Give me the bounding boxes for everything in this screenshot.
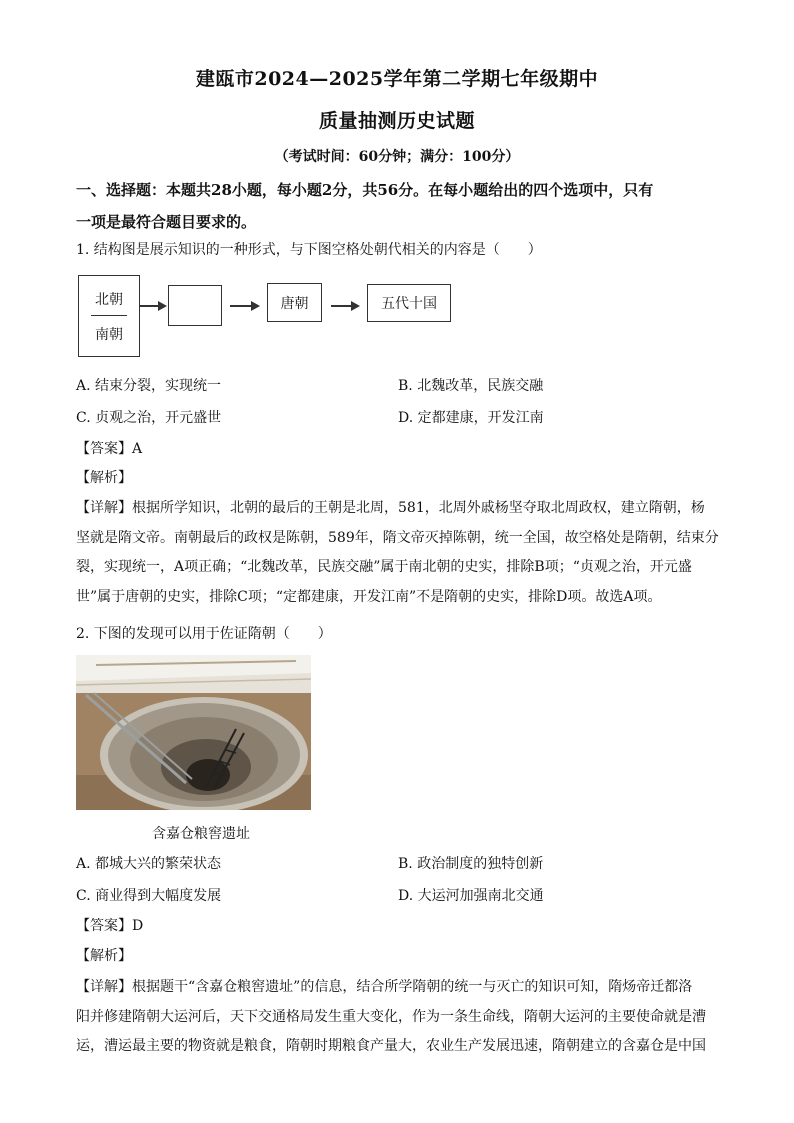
diagram-arrow-1 bbox=[140, 305, 165, 307]
diagram-south-dynasty: 南朝 bbox=[95, 326, 123, 343]
question-2-detail-line: 【详解】根据题干“含嘉仓粮窖遗址”的信息，结合所学隋朝的统一与灭亡的知识可知，隋炀帝迁都洛 bbox=[76, 979, 693, 995]
diagram-arrow-2 bbox=[230, 305, 258, 307]
question-1-detail-line: 世”属于唐朝的史实，排除C项；“定都建康，开发江南”不是隋朝的史实，排除D项。故选A项。 bbox=[76, 588, 662, 605]
granary-pit-photo bbox=[76, 655, 311, 810]
question-2-option-d: D. 大运河加强南北交通 bbox=[398, 888, 544, 904]
diagram-arrow-3 bbox=[331, 305, 358, 307]
section-heading-line2: 一项是最符合题目要求的。 bbox=[76, 213, 257, 231]
question-2-analysis-label: 【解析】 bbox=[76, 948, 132, 964]
diagram-blank-box bbox=[168, 285, 222, 326]
diagram-box-five-dynasties: 五代十国 bbox=[367, 284, 451, 322]
question-1-detail bbox=[76, 494, 726, 612]
exam-info: （考试时间：60分钟；满分：100分） bbox=[274, 149, 520, 165]
diagram-box-north-south bbox=[78, 275, 140, 357]
question-1-detail-line: 【详解】根据所学知识，北朝的最后的王朝是北周，581，北周外戚杨坚夺取北周政权，建立隋朝，杨 bbox=[76, 500, 705, 516]
granary-photo-caption: 含嘉仓粮窖遗址 bbox=[152, 826, 250, 842]
question-1-option-a: A. 结束分裂，实现统一 bbox=[76, 378, 222, 394]
question-2-option-c: C. 商业得到大幅度发展 bbox=[76, 888, 222, 904]
question-1-answer: 【答案】A bbox=[76, 441, 143, 457]
question-2-answer: 【答案】D bbox=[76, 918, 144, 934]
question-2-detail-line: 运，漕运最主要的物资就是粮食，隋朝时期粮食产量大，农业生产发展迅速，隋朝建立的含嘉仓是中国 bbox=[76, 1038, 706, 1054]
question-2-detail bbox=[76, 973, 726, 1062]
section-heading bbox=[76, 174, 726, 238]
diagram-north-dynasty: 北朝 bbox=[95, 291, 123, 308]
exam-title-line2: 质量抽测历史试题 bbox=[318, 110, 475, 132]
question-2-option-b: B. 政治制度的独特创新 bbox=[398, 856, 544, 872]
diagram-box-tang: 唐朝 bbox=[267, 283, 322, 322]
granary-pit-illustration bbox=[76, 655, 311, 810]
question-1-option-d: D. 定都建康，开发江南 bbox=[398, 410, 544, 426]
section-heading-line1: 一、选择题：本题共28小题，每小题2分，共56分。在每小题给出的四个选项中，只有 bbox=[76, 181, 654, 199]
question-1-analysis-label: 【解析】 bbox=[76, 470, 132, 486]
question-1-option-c: C. 贞观之治，开元盛世 bbox=[76, 410, 222, 426]
question-1-option-b: B. 北魏改革，民族交融 bbox=[398, 378, 544, 394]
question-2-stem: 2. 下图的发现可以用于佐证隋朝（ ） bbox=[76, 626, 332, 642]
exam-title-line1: 建瓯市2024—2025学年第二学期七年级期中 bbox=[195, 68, 599, 90]
question-1-detail-line: 坚就是隋文帝。南朝最后的政权是陈朝，589年，隋文帝灭掉陈朝，统一全国，故空格处是隋朝，结束分 bbox=[76, 529, 719, 546]
question-2-option-a: A. 都城大兴的繁荣状态 bbox=[76, 856, 222, 872]
question-1-detail-line: 裂，实现统一，A项正确；“北魏改革，民族交融”属于南北朝的史实，排除B项；“贞观之治，开元盛 bbox=[76, 559, 692, 575]
question-1-stem: 1. 结构图是展示知识的一种形式，与下图空格处朝代相关的内容是（ ） bbox=[76, 242, 542, 258]
question-2-detail-line: 阳并修建隋朝大运河后，天下交通格局发生重大变化，作为一条生命线，隋朝大运河的主要使命就是漕 bbox=[76, 1008, 706, 1025]
